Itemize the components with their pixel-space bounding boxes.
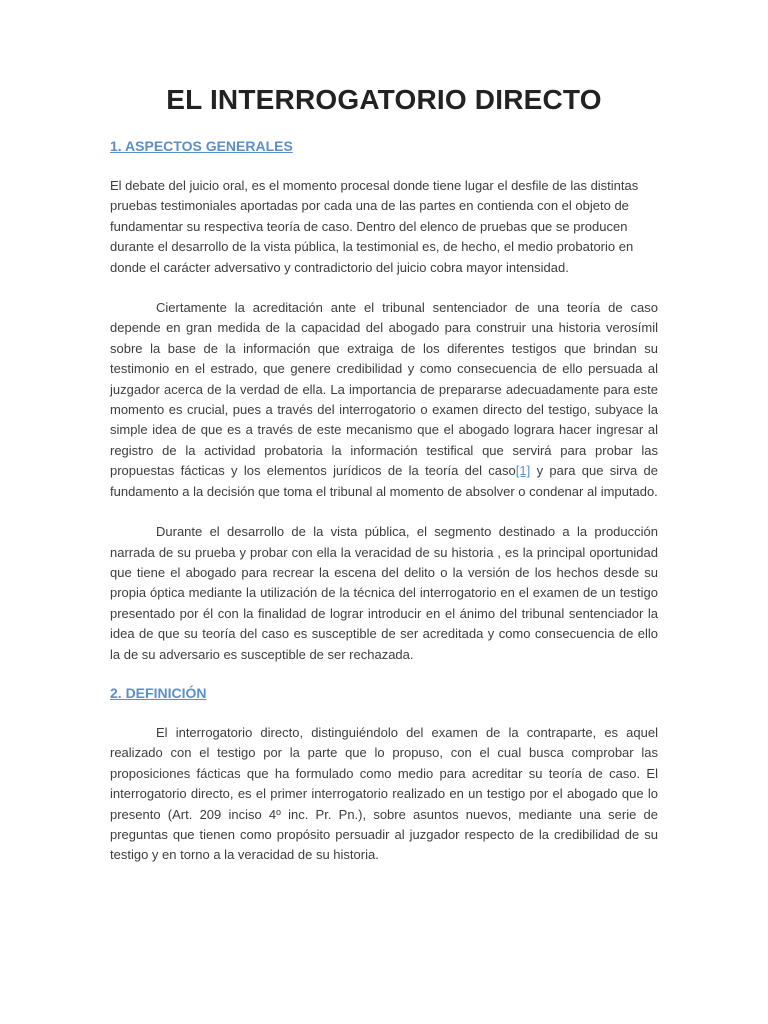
- section-heading-aspectos-generales[interactable]: 1. ASPECTOS GENERALES: [110, 138, 293, 154]
- paragraph-vista-publica: Durante el desarrollo de la vista pública, el segmento destinado a la producción narrada de su prueba y probar con ella la veracidad de su historia , es la principal oportunidad que tiene el abogado para recrear la escena del delito o la versión de los hechos desde su propia óptica mediante la utilización de la técnica del interrogatorio en el examen de un testigo presentado por él con la finalidad de lograr introducir en el ánimo del tribunal sentenciador la idea de que su teoría del caso es susceptible de ser acreditada y como consecuencia de ello la de su adversario es susceptible de ser rechazada.: [110, 524, 658, 662]
- paragraph-debate-juicio-oral: El debate del juicio oral, es el momento procesal donde tiene lugar el desfile de las distintas pruebas testimoniales aportadas por cada una de las partes en contienda con el objeto de fundamentar su respectiva teoría de caso. Dentro del elenco de pruebas que se producen durante el desarrollo de la vista pública, la testimonial es, de hecho, el medio probatorio en donde el carácter adversativo y contradictorio del juicio cobra mayor intensidad.: [110, 178, 639, 275]
- paragraph-definicion: El interrogatorio directo, distinguiéndolo del examen de la contraparte, es aquel realizado con el testigo por la parte que lo propuso, con el cual busca comprobar las proposiciones fácticas que ha formulado como medio para acreditar su teoría de caso. El interrogatorio directo, es el primer interrogatorio realizado en un testigo por el abogado que lo presento (Art. 209 inciso 4º inc. Pr. Pn.), sobre asuntos nuevos, mediante una serie de preguntas que tienen como propósito persuadir al juzgador respecto de la credibilidad de su testigo y en torno a la veracidad de su historia.: [110, 724, 658, 863]
- paragraph-acreditacion-text: Ciertamente la acreditación ante el tribunal sentenciador de una teoría de caso depende en gran medida de la capacidad del abogado para construir una historia verosímil sobre la base de la información que extraiga de los diferentes testigos que brindan su testimonio en el estrado, que genere credibilidad y como consecuencia de ello persuada al juzgador acerca de la verdad de ella. La importancia de prepararse adecuadamente para este momento es crucial, pues a través del interrogatorio o examen directo del testigo, subyace la simple idea de que es a través de este mecanismo que el abogado lograra hacer ingresar al registro de la actividad probatoria la información testifical que servirá para probar las propuestas fácticas y los elementos jurídicos de la teoría del caso: [110, 300, 658, 479]
- footnote-reference-link[interactable]: [1]: [515, 463, 531, 479]
- section-heading-definicion[interactable]: 2. DEFINICIÓN: [110, 684, 207, 701]
- document-title: EL INTERROGATORIO DIRECTO: [166, 84, 602, 115]
- paragraph-acreditacion-text-end: y para que sirva de fundamento a la decisión que toma el tribunal al momento de absolver o condenar al imputado.: [110, 463, 658, 499]
- paragraph-acreditacion: [110, 298, 658, 502]
